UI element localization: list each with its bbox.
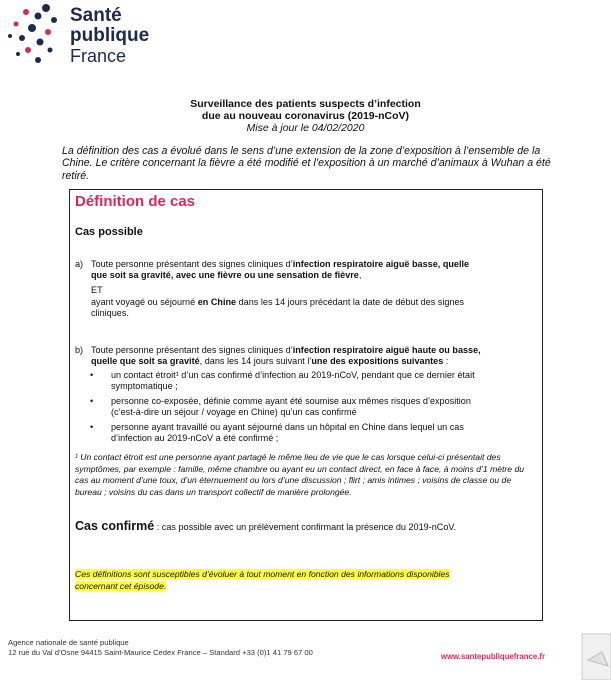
logo-text bbox=[70, 6, 149, 66]
b-l2-mid: , dans les 14 jours suivant l’ bbox=[199, 356, 312, 366]
item-b-line2 bbox=[91, 356, 448, 368]
definition-box bbox=[69, 189, 543, 621]
footer-address bbox=[8, 638, 313, 658]
bullet-3-line1: personne ayant travaillé ou ayant séjourné dans un hôpital en Chine dans lequel un cas bbox=[111, 422, 464, 432]
confirmed-case-text: : cas possible avec un prélèvement confirmant la présence du 2019-nCoV. bbox=[154, 522, 457, 532]
box-title: Définition de cas bbox=[75, 193, 196, 210]
item-a-label: a) bbox=[75, 259, 84, 269]
bullet-1-line2: symptomatique ; bbox=[111, 381, 178, 391]
footer-street: 12 rue du Val d’Osne 94415 Saint-Maurice Cedex France – Standard +33 (0)1 41 79 67 00 bbox=[8, 648, 313, 657]
note-line2: concernant cet épisode. bbox=[75, 580, 167, 591]
a-l2-post: , bbox=[358, 270, 362, 280]
a-l3-bold: en Chine bbox=[197, 297, 237, 307]
a-l3-pre: ayant voyagé ou séjourné bbox=[91, 297, 198, 307]
a-l1-pre: Toute personne présentant des signes cliniques d’ bbox=[91, 259, 293, 269]
note-line1: Ces définitions sont susceptibles d’évoluer à tout moment en fonction des informations disponibles bbox=[75, 569, 450, 579]
title-line1: Surveillance des patients suspects d’infection bbox=[190, 98, 421, 110]
item-a-line1 bbox=[91, 259, 469, 271]
document-header bbox=[0, 98, 611, 134]
b-l2-bold2: une des expositions suivantes bbox=[311, 356, 444, 366]
confirmed-case-title: Cas confirmé bbox=[75, 519, 155, 533]
b-l2-post: : bbox=[443, 356, 449, 366]
b-l2-bold1: quelle que soit sa gravité bbox=[91, 356, 200, 366]
bullet-2-line1: personne co-exposée, définie comme ayant été soumise aux mêmes risques d’exposition bbox=[111, 396, 471, 406]
item-b-label: b) bbox=[75, 345, 84, 355]
item-a-line3 bbox=[91, 297, 464, 309]
b-l1-bold: infection respiratoire aiguë haute ou basse, bbox=[292, 345, 481, 355]
item-b-line1 bbox=[91, 345, 481, 357]
bullet-dot-icon: • bbox=[90, 370, 94, 380]
bullet-1-line1: un contact étroit¹ d’un cas confirmé d’infection au 2019-nCoV, pendant que ce dernier était bbox=[111, 370, 475, 380]
bullet-dot-icon: • bbox=[90, 396, 94, 406]
logo-line1: Santé bbox=[70, 5, 122, 26]
footer-org: Agence nationale de santé publique bbox=[8, 638, 129, 647]
item-a-line2 bbox=[91, 270, 361, 282]
b-l1-pre: Toute personne présentant des signes cliniques d’ bbox=[91, 345, 293, 355]
item-a-et: ET bbox=[91, 285, 103, 295]
item-a-line4: cliniques. bbox=[91, 308, 129, 318]
update-date: Mise à jour le 04/02/2020 bbox=[246, 122, 365, 134]
logo-line2: publique bbox=[70, 25, 150, 46]
bullet-3-line2: d’infection au 2019-nCoV a été confirmé ; bbox=[111, 433, 279, 443]
a-l3-post: dans les 14 jours précédant la date de début des signes bbox=[236, 297, 465, 307]
footnote: ¹ Un contact étroit est une personne ayant partagé le même lieu de vie que le cas lorsque celui-ci présentait des symptômes, par exemple : famille, même chambre ou ayant eu un contact direct, en face à face, à moins d’1 mètre du cas au moment d’une toux, d’un éternuement ou lors d’une discussion ; flirt ; amis intimes ; voisins de classe ou de bureau ; voisins du cas dans un transport collectif de manière prolongée. bbox=[75, 452, 525, 497]
a-l1-bold: infection respiratoire aiguë basse, quelle bbox=[292, 259, 470, 269]
confirmed-case bbox=[75, 519, 456, 533]
a-l2-bold: que soit sa gravité, avec une fièvre ou une sensation de fièvre bbox=[91, 270, 359, 280]
bullet-dot-icon: • bbox=[90, 422, 94, 432]
intro-paragraph: La définition des cas a évolué dans le sens d’une extension de la zone d’exposition à l’ensemble de la Chine. Le critère concernant la fièvre a été modifié et l’exposition à un marché d’animaux à Wuhan a été retiré. bbox=[62, 145, 551, 182]
bullet-2-line2: (c’est-à-dire un séjour / voyage en Chine) qu’un cas confirmé bbox=[111, 407, 357, 417]
title-line2: due au nouveau coronavirus (2019-nCoV) bbox=[201, 110, 410, 122]
footer-url-link[interactable]: www.santepubliquefrance.fr bbox=[440, 652, 545, 661]
logo-line3: France bbox=[70, 46, 127, 66]
possible-case-heading: Cas possible bbox=[75, 226, 143, 238]
evolution-note bbox=[75, 569, 537, 592]
page-corner-icon bbox=[578, 630, 611, 680]
logo-dots-icon bbox=[6, 2, 62, 66]
spf-logo bbox=[6, 2, 166, 66]
